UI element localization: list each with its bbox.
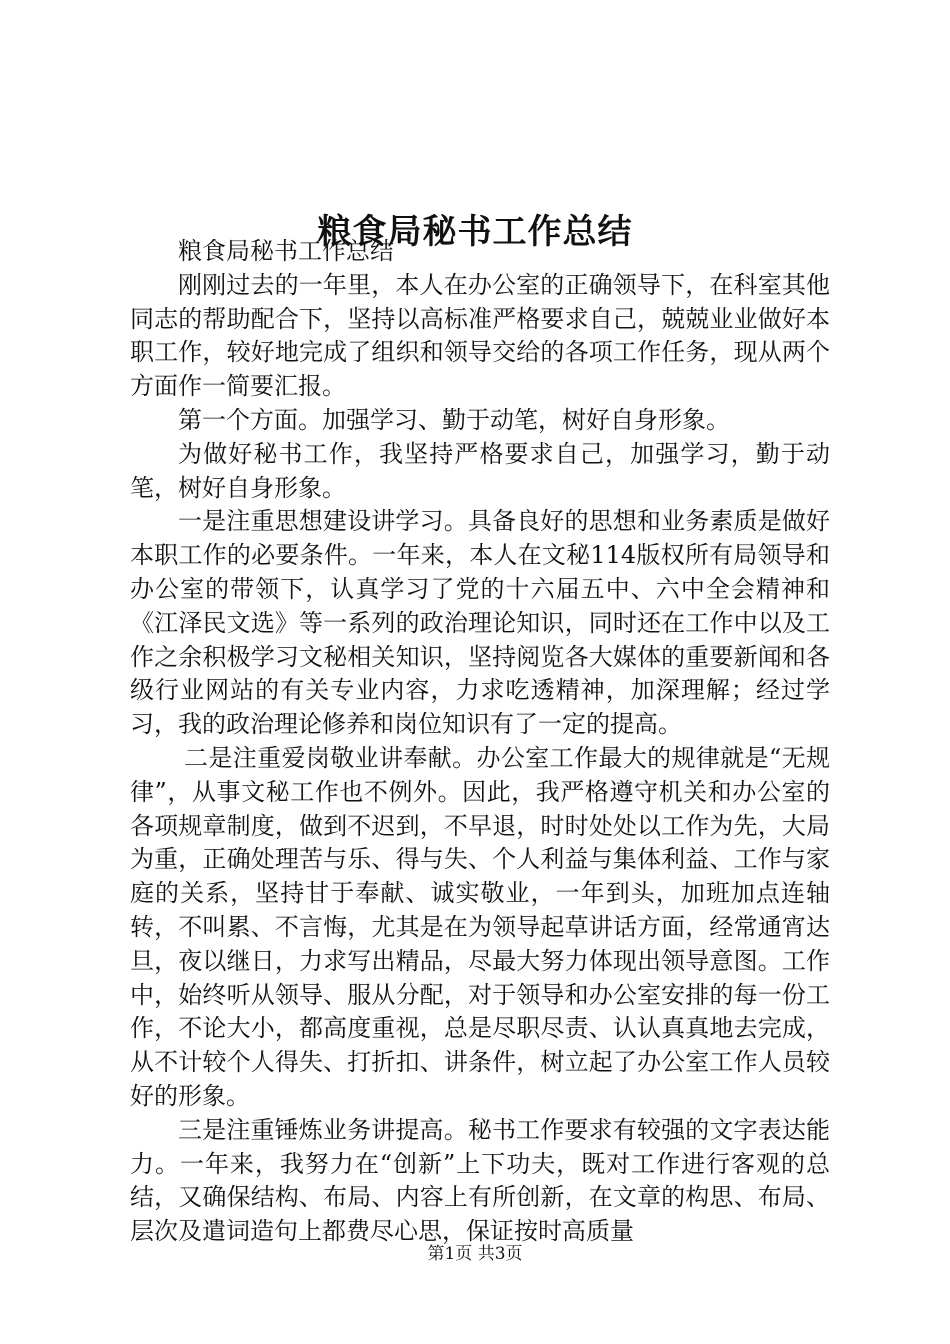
paragraph-section-heading: 第一个方面。加强学习、勤于动笔，树好自身形象。 (178, 405, 730, 434)
document-body (130, 235, 830, 1249)
paragraph-intro: 刚刚过去的一年里，本人在办公室的正确领导下，在科室其他同志的帮助配合下，坚持以高标准严格要求自己，兢兢业业做好本职工作，较好地完成了组织和领导交给的各项工作任务，现从两个方面作一简要汇报。 (130, 270, 830, 401)
document-title: 粮食局秘书工作总结 (317, 211, 633, 252)
paragraph-subtitle: 粮食局秘书工作总结 (178, 237, 394, 265)
page-number-footer: 第1页 共3页 (427, 1244, 523, 1264)
paragraph-section-summary: 为做好秘书工作，我坚持严格要求自己，加强学习，勤于动笔，树好自身形象。 (130, 439, 830, 502)
paragraph-point-three: 三是注重锤炼业务讲提高。秘书工作要求有较强的文字表达能力。一年来，我努力在“创新”上下功夫，既对工作进行客观的总结，又确保结构、布局、内容上有所创新，在文章的构思、布局、层次及遣词造句上都费尽心思，保证按时高质量 (130, 1115, 830, 1246)
paragraph-point-one: 一是注重思想建设讲学习。具备良好的思想和业务素质是做好本职工作的必要条件。一年来，本人在文秘114版权所有局领导和办公室的带领下，认真学习了党的十六届五中、六中全会精神和《江泽民文选》等一系列的政治理论知识，同时还在工作中以及工作之余积极学习文秘相关知识，坚持阅览各大媒体的重要新闻和各级行业网站的有关专业内容，力求吃透精神，加深理解；经过学习，我的政治理论修养和岗位知识有了一定的提高。 (130, 507, 830, 739)
paragraph-point-two: 二是注重爱岗敬业讲奉献。办公室工作最大的规律就是“无规律”，从事文秘工作也不例外。因此，我严格遵守机关和办公室的各项规章制度，做到不迟到，不早退，时时处处以工作为先，大局为重，正确处理苦与乐、得与失、个人利益与集体利益、工作与家庭的关系，坚持甘于奉献、诚实敬业，一年到头，加班加点连轴转，不叫累、不言悔，尤其是在为领导起草讲话方面，经常通宵达旦，夜以继日，力求写出精品，尽最大努力体现出领导意图。工作中，始终听从领导、服从分配，对于领导和办公室安排的每一份工作，不论大小，都高度重视，总是尽职尽责、认认真真地去完成，从不计较个人得失、打折扣、讲条件，树立起了办公室工作人员较好的形象。 (130, 743, 830, 1110)
